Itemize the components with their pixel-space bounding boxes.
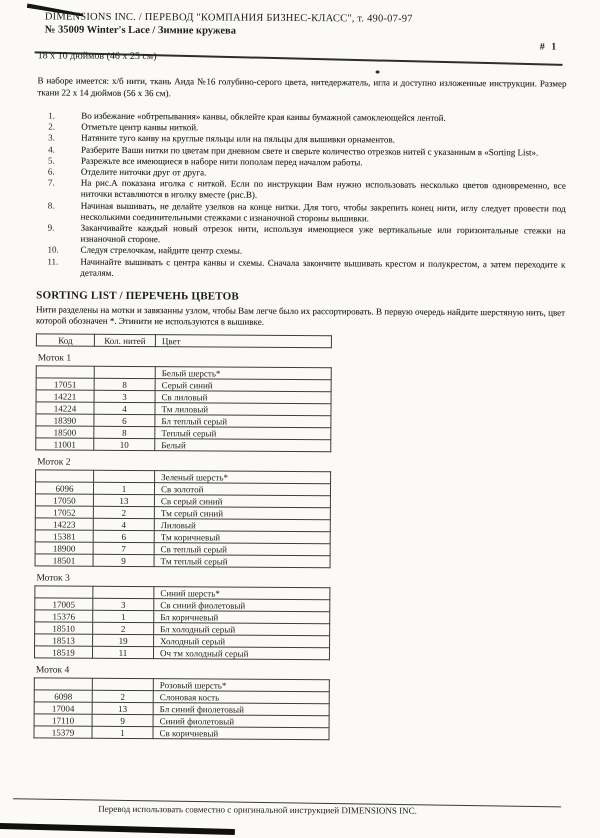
- instruction-text: Начинайте вышивать с центра канвы и схемы. Сначала закончите вышивать крестом и полукрестом, а затем переходите к деталям.: [80, 256, 566, 278]
- color-name: Оч тм холодный серый: [153, 647, 329, 660]
- color-name: Св синий фиолетовый: [154, 599, 330, 612]
- thread-count: 2: [93, 623, 154, 635]
- instruction-item: [37, 178, 566, 204]
- thread-count: 9: [92, 715, 153, 727]
- company-title-line: DIMENSIONS INC. / ПЕРЕВОД "КОМПАНИЯ БИЗНЕС-КЛАСС", т. 490-07-97: [44, 11, 413, 25]
- instruction-text: На рис.А показана иголка с ниткой. Если по инструкции Вам нужно использовать несколько цветов одновременно, все ниточки вставляются в иголку вместе (рис.В).: [80, 177, 566, 201]
- thread-count: 6: [93, 531, 154, 543]
- sorting-list-heading: SORTING LIST / ПЕРЕЧЕНЬ ЦВЕТОВ: [36, 289, 240, 303]
- color-code: 15379: [34, 726, 92, 738]
- instruction-number: 10.: [47, 244, 59, 255]
- thread-count: [94, 471, 155, 483]
- thread-count: 7: [93, 543, 154, 555]
- color-code: 17110: [34, 714, 92, 726]
- color-name: Розовый шерсть*: [153, 679, 329, 692]
- instruction-number: 4.: [48, 144, 55, 155]
- color-code: 18519: [34, 646, 92, 658]
- color-row: [34, 726, 329, 740]
- thread-count: 1: [93, 611, 154, 623]
- color-name: Бл холодный серый: [154, 623, 330, 636]
- color-code: 15376: [35, 610, 93, 622]
- color-name: Слоновая кость: [153, 691, 329, 704]
- color-name: Тм лиловый: [155, 403, 331, 416]
- instruction-number: 7.: [47, 177, 55, 188]
- skein-label: Моток 4: [35, 665, 70, 677]
- color-name: Бл коричневый: [154, 611, 330, 624]
- color-code: 17004: [34, 702, 92, 714]
- color-code: 18501: [35, 554, 93, 566]
- instruction-text: Разрежьте все имеющиеся в наборе нити пополам перед началом работы.: [80, 155, 363, 168]
- instruction-number: 9.: [47, 222, 55, 233]
- color-table-header: [36, 334, 332, 349]
- thread-count: 3: [94, 391, 155, 403]
- thread-count: 1: [93, 483, 154, 495]
- color-table: [34, 586, 330, 661]
- color-name: Тм теплый серый: [154, 555, 330, 568]
- color-code: 18510: [35, 622, 93, 634]
- thread-count: 2: [92, 691, 153, 703]
- color-table: [33, 678, 329, 741]
- skein-group: [34, 574, 564, 662]
- skein-label: Моток 1: [37, 353, 72, 365]
- color-name: Св серый синий: [154, 495, 330, 508]
- instruction-number: 6.: [47, 166, 55, 177]
- color-code: 17005: [35, 598, 93, 610]
- color-code: 18900: [35, 542, 93, 554]
- color-name: Синий шерсть*: [154, 587, 330, 600]
- color-name: Белый: [155, 439, 331, 452]
- thread-count: 8: [94, 427, 155, 439]
- color-name: Синий фиолетовый: [153, 715, 329, 728]
- footer-note: Перевод использовать совместно с оригинальной инструкцией DIMENSIONS INC.: [98, 803, 417, 816]
- color-name: Тм коричневый: [154, 531, 330, 544]
- color-code: 17052: [35, 506, 93, 518]
- color-code: [35, 586, 93, 598]
- instruction-text: Начиная вышивать, не делайте узелков на конце нитки. Для того, чтобы закрепить конец нити, иглу следует провести под несколькими соединительными стежками с изнаночной стороны вышивки.: [80, 200, 566, 224]
- thread-count: 19: [93, 635, 154, 647]
- skein-label: Моток 2: [37, 457, 71, 469]
- thread-count: 13: [92, 703, 153, 715]
- column-header-code: Код: [36, 334, 94, 346]
- color-tables-section: [33, 334, 564, 742]
- color-row: [34, 646, 329, 660]
- color-name: Тм серый синий: [154, 507, 330, 520]
- color-code: 11001: [36, 438, 94, 450]
- color-code: 18500: [36, 426, 94, 438]
- thread-count: 2: [93, 507, 154, 519]
- color-row: [35, 554, 330, 568]
- instruction-list: [36, 110, 566, 281]
- color-code: 17050: [35, 494, 93, 506]
- instruction-number: 8.: [47, 200, 55, 211]
- thread-count: 3: [93, 599, 154, 611]
- color-name: Св теплый серый: [154, 543, 330, 556]
- color-code: 17051: [36, 378, 94, 390]
- instruction-text: Во избежание «обтрепывания» канвы, обклейте края канвы бумажной самоклеющейся лентой.: [81, 110, 446, 123]
- instruction-number: 3.: [48, 132, 55, 143]
- color-code: 14221: [36, 390, 94, 402]
- thread-count: 8: [94, 379, 155, 391]
- skein-label: Моток 3: [36, 573, 70, 585]
- instruction-item: [36, 256, 565, 282]
- instruction-text: Заканчивайте каждый новый отрезок нити, используя имеющиеся уже вертикальные или горизонтальные стежки на изнаночной стороне.: [80, 222, 566, 245]
- instruction-text: Отделите ниточки друг от друга.: [80, 166, 207, 178]
- color-name: Св лиловый: [155, 391, 331, 404]
- color-name: Зеленый шерсть*: [155, 471, 331, 484]
- scan-artifact-bottom-stroke: [0, 823, 235, 835]
- thread-count: 4: [93, 519, 154, 531]
- color-name: Теплый серый: [155, 427, 331, 440]
- kit-contents-paragraph: В наборе имеется: х/б нити, ткань Аида №16 голубино-серого цвета, нитедержатель, игла и доступно изложенные инструкции. Размер ткани 22 x 14 дюймов (56 x 36 см).: [37, 75, 567, 99]
- thread-count: 11: [92, 647, 153, 659]
- thread-count: 1: [92, 727, 153, 739]
- color-code: 18513: [35, 634, 93, 646]
- color-name: Лиловый: [154, 519, 330, 532]
- page-number: # 1: [539, 41, 559, 53]
- color-code: 18390: [36, 414, 94, 426]
- thread-count: 6: [94, 415, 155, 427]
- color-code: [36, 366, 94, 378]
- instruction-text: Натяните туго канву на круглые пяльцы или на пяльцы для вышивки орнаментов.: [81, 133, 395, 145]
- color-name: Холодный серый: [154, 635, 330, 648]
- color-table: [35, 470, 332, 569]
- sorting-list-paragraph: Нити разделены на мотки и завязанны узлом, чтобы Вам легче было их рассортировать. В первую очередь найдите шерстяную нить, цвет которой обозначен *. Этинити не используются в вышивке.: [36, 304, 566, 328]
- instruction-number: 5.: [47, 155, 55, 166]
- thread-count: 9: [93, 555, 154, 567]
- skein-group: [35, 354, 565, 454]
- color-name: Бл синий фиолетовый: [153, 703, 329, 716]
- color-name: Серый синий: [155, 379, 331, 392]
- instruction-item: [36, 222, 565, 248]
- color-table: [35, 366, 332, 453]
- color-code: 14224: [36, 402, 94, 414]
- design-size-line: 18 x 10 дюймов (46 x 25 см): [37, 50, 157, 63]
- color-name: Белый шерсть*: [155, 367, 331, 380]
- thread-count: [92, 679, 153, 691]
- instruction-number: 1.: [48, 110, 56, 121]
- instruction-text: Отметьте центр канвы ниткой.: [81, 121, 199, 133]
- thread-count: 4: [94, 403, 155, 415]
- document-body: [33, 0, 567, 742]
- column-header-row: [36, 334, 331, 348]
- color-code: 6096: [35, 482, 93, 494]
- color-name: Св золотой: [154, 483, 330, 496]
- skein-groups: [33, 354, 564, 742]
- thread-count: [93, 587, 154, 599]
- instruction-item: [37, 200, 566, 226]
- skein-group: [33, 666, 562, 742]
- color-code: [34, 678, 92, 690]
- color-code: 6098: [34, 690, 92, 702]
- color-name: Св коричневый: [153, 727, 329, 740]
- kit-title-line: № 35009 Winter's Lace / Зимние кружева: [44, 24, 237, 37]
- thread-count: [94, 367, 155, 379]
- color-code: [36, 470, 94, 482]
- instruction-text: Разберите Ваши нитки по цветам при дневном свете и сверьте количество отрезков нитей с указанным в «Sorting List».: [81, 144, 539, 158]
- color-row: [36, 438, 331, 452]
- instruction-number: 11.: [47, 256, 59, 267]
- color-name: Бл теплый серый: [155, 415, 331, 428]
- instruction-text: Следуя стрелочкам, найдите центр схемы.: [80, 245, 243, 257]
- color-code: 15381: [35, 530, 93, 542]
- thread-count: 10: [94, 439, 155, 451]
- color-code: 14223: [35, 518, 93, 530]
- thread-count: 13: [93, 495, 154, 507]
- skein-group: [35, 458, 565, 570]
- column-header-color: Цвет: [155, 335, 331, 348]
- column-header-count: Кол. нитей: [94, 335, 155, 347]
- instruction-number: 2.: [48, 121, 56, 132]
